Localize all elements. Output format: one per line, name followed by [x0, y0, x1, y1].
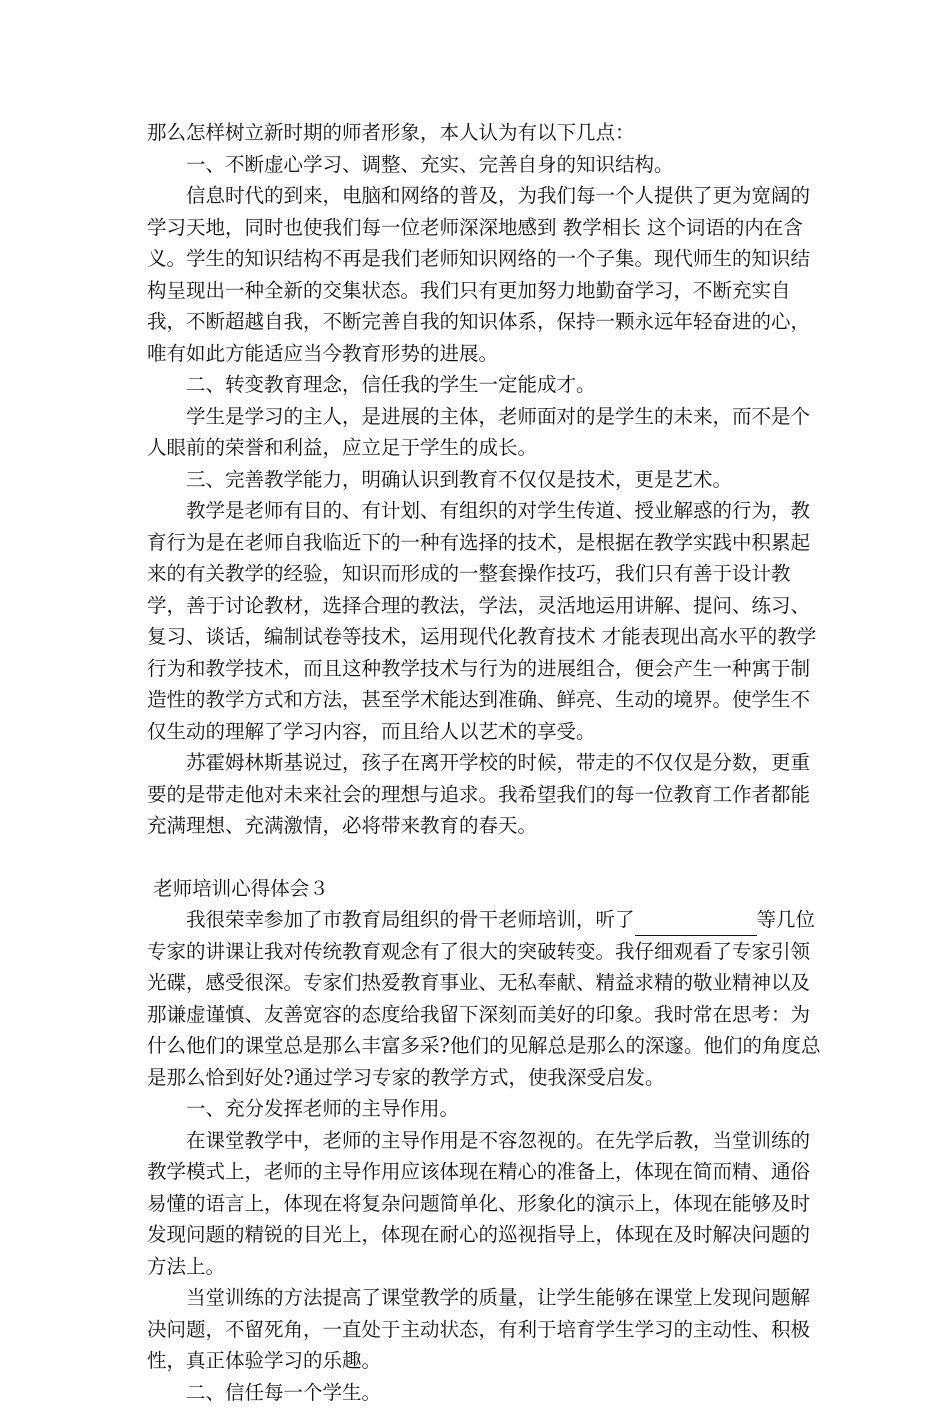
body-paragraph: 苏霍姆林斯基说过，孩子在离开学校的时候，带走的不仅仅是分数，更重要的是带走他对未来社会的理想与追求。我希望我们的每一位教育工作者都能充满理想、充满激情，必将带来教育的春天。	[147, 747, 827, 842]
heading-point-3: 三、完善教学能力，明确认识到教育不仅仅是技术，更是艺术。	[147, 464, 827, 496]
section-title: 老师培训心得体会３	[147, 873, 827, 905]
fill-in-blank-line	[635, 914, 757, 935]
body-paragraph: 当堂训练的方法提高了课堂教学的质量，让学生能够在课堂上发现问题解决问题，不留死角，一直处于主动状态，有利于培育学生学习的主动性、积极性，真正体验学习的乐趣。	[147, 1282, 827, 1377]
intro-text-after-blank: 等几位专家的讲课让我对传统教育观念有了很大的突破转变。我仔细观看了专家引领光碟，感受很深。专家们热爱教育事业、无私奉献、精益求精的敬业精神以及那谦虚谨慎、友善宽容的态度给我留下深刻而美好的印象。我时常在思考：为什么他们的课堂总是那么丰富多采?他们的见解总是那么的深邃。他们的角度总是那么恰到好处?通过学习专家的教学方式，使我深受启发。	[147, 908, 820, 1089]
heading-point-2: 二、信任每一个学生。	[147, 1377, 827, 1408]
body-paragraph: 信息时代的到来，电脑和网络的普及，为我们每一个人提供了更为宽阔的学习天地，同时也使我们每一位老师深深地感到 教学相长 这个词语的内在含义。学生的知识结构不再是我们老师知识网络的一个子集。现代师生的知识结构呈现出一种全新的交集状态。我们只有更加努力地勤奋学习，不断充实自我，不断超越自我，不断完善自我的知识体系，保持一颗永远年轻奋进的心，唯有如此方能适应当今教育形势的进展。	[147, 180, 827, 369]
body-paragraph: 教学是老师有目的、有计划、有组织的对学生传道、授业解惑的行为，教育行为是在老师自我临近下的一种有选择的技术，是根据在教学实践中积累起来的有关教学的经验，知识而形成的一整套操作技巧，我们只有善于设计教学，善于讨论教材，选择合理的教法，学法，灵活地运用讲解、提问、练习、复习、谈话，编制试卷等技术，运用现代化教育技术 才能表现出高水平的教学行为和教学技术，而且这种教学技术与行为的进展组合，便会产生一种寓于制造性的教学方式和方法，甚至学术能达到准确、鲜亮、生动的境界。使学生不仅生动的理解了学习内容，而且给人以艺术的享受。	[147, 495, 827, 747]
heading-point-2: 二、转变教育理念，信任我的学生一定能成才。	[147, 369, 827, 401]
lead-in-line: 那么怎样树立新时期的师者形象，本人认为有以下几点：	[147, 117, 827, 149]
body-paragraph: 学生是学习的主人，是进展的主体，老师面对的是学生的未来，而不是个人眼前的荣誉和利益，应立足于学生的成长。	[147, 401, 827, 464]
heading-point-1: 一、充分发挥老师的主导作用。	[147, 1093, 827, 1125]
intro-paragraph	[147, 904, 827, 1093]
document-body	[147, 117, 827, 1408]
intro-text-before-blank: 我很荣幸参加了市教育局组织的骨干老师培训，听了	[186, 908, 635, 931]
section-spacer	[147, 842, 827, 873]
heading-point-1: 一、不断虚心学习、调整、充实、完善自身的知识结构。	[147, 149, 827, 181]
body-paragraph: 在课堂教学中，老师的主导作用是不容忽视的。在先学后教，当堂训练的教学模式上，老师的主导作用应该体现在精心的准备上，体现在简而精、通俗易懂的语言上，体现在将复杂问题简单化、形象化的演示上，体现在能够及时发现问题的精锐的目光上，体现在耐心的巡视指导上，体现在及时解决问题的方法上。	[147, 1125, 827, 1283]
